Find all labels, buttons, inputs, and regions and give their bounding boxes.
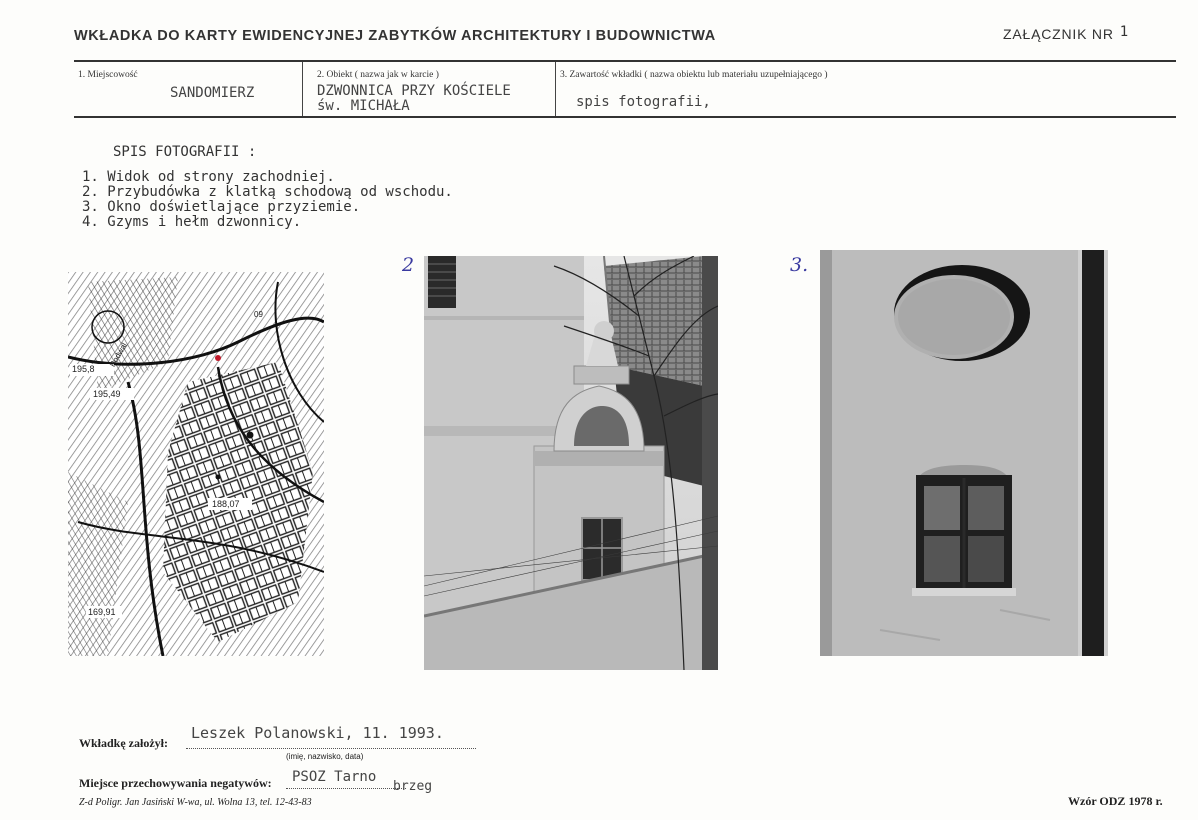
- photo-3-drawing: [820, 250, 1108, 656]
- photo-3-window: [820, 250, 1108, 656]
- photo-list-item: 2. Przybudówka z klatką schodową od wschodu.: [82, 184, 453, 200]
- photo-3-number: 3.: [790, 254, 809, 276]
- negatives-value: PSOZ Tarno: [292, 769, 377, 785]
- printer-imprint: Z-d Poligr. Jan Jasiński W-wa, ul. Wolna 13, tel. 12-43-83: [79, 797, 312, 808]
- map-location-marker: [215, 355, 221, 361]
- created-by-label: Wkładkę założył:: [79, 736, 168, 750]
- photo-list-item: 4. Gzyms i hełm dzwonnicy.: [82, 214, 302, 230]
- content-label: 3. Zawartość wkładki ( nazwa obiektu lub materiału uzupełniającego ): [560, 70, 828, 80]
- field-divider-1: [302, 62, 303, 117]
- form-title: WKŁADKA DO KARTY EWIDENCYJNEJ ZABYTKÓW ARCHITEKTURY I BUDOWNICTWA: [74, 28, 716, 44]
- photo-list-heading: SPIS FOTOGRAFII :: [113, 144, 257, 160]
- photo-list: [82, 170, 453, 230]
- location-map: [68, 272, 324, 656]
- object-value-line2: św. MICHAŁA: [317, 98, 410, 114]
- locality-label: 1. Miejscowość: [78, 70, 138, 80]
- photo-list-item: 3. Okno doświetlające przyziemie.: [82, 199, 361, 215]
- object-value: [317, 84, 511, 114]
- map-label: 169,91: [88, 607, 116, 617]
- annex-number: 1: [1119, 24, 1129, 40]
- locality-value: SANDOMIERZ: [170, 85, 255, 101]
- field-divider-2: [555, 62, 556, 117]
- location-map-drawing: [68, 272, 324, 656]
- annex-label: [1003, 26, 1129, 43]
- header-top-rule: [74, 60, 1176, 62]
- annex-label-text: ZAŁĄCZNIK NR: [1003, 26, 1114, 42]
- negatives-value-extra: brzeg: [393, 779, 433, 794]
- negatives-label: Miejsce przechowywania negatywów:: [79, 776, 272, 790]
- form-code: Wzór ODZ 1978 r.: [1068, 794, 1163, 808]
- header-bottom-rule: [74, 116, 1176, 118]
- map-label: 09: [254, 310, 263, 319]
- map-label: Podwal: [108, 341, 129, 369]
- created-by-value: Leszek Polanowski, 11. 1993.: [191, 724, 444, 742]
- map-label: 195,8: [72, 364, 95, 374]
- object-value-line1: DZWONNICA PRZY KOŚCIELE: [317, 83, 511, 99]
- created-by-line: [186, 748, 476, 749]
- created-by-hint: (imię, nazwisko, data): [286, 752, 364, 761]
- negatives-line: [286, 788, 406, 789]
- object-label: 2. Obiekt ( nazwa jak w karcie ): [317, 70, 439, 80]
- content-value: spis fotografii,: [576, 94, 711, 110]
- photo-2-drawing: [424, 256, 718, 670]
- photo-2-number: 2: [402, 254, 415, 276]
- map-label: 188,07: [212, 499, 240, 509]
- photo-2-stair-annex: [424, 256, 718, 670]
- map-label: 195,49: [93, 389, 121, 399]
- photo-list-item: 1. Widok od strony zachodniej.: [82, 169, 335, 185]
